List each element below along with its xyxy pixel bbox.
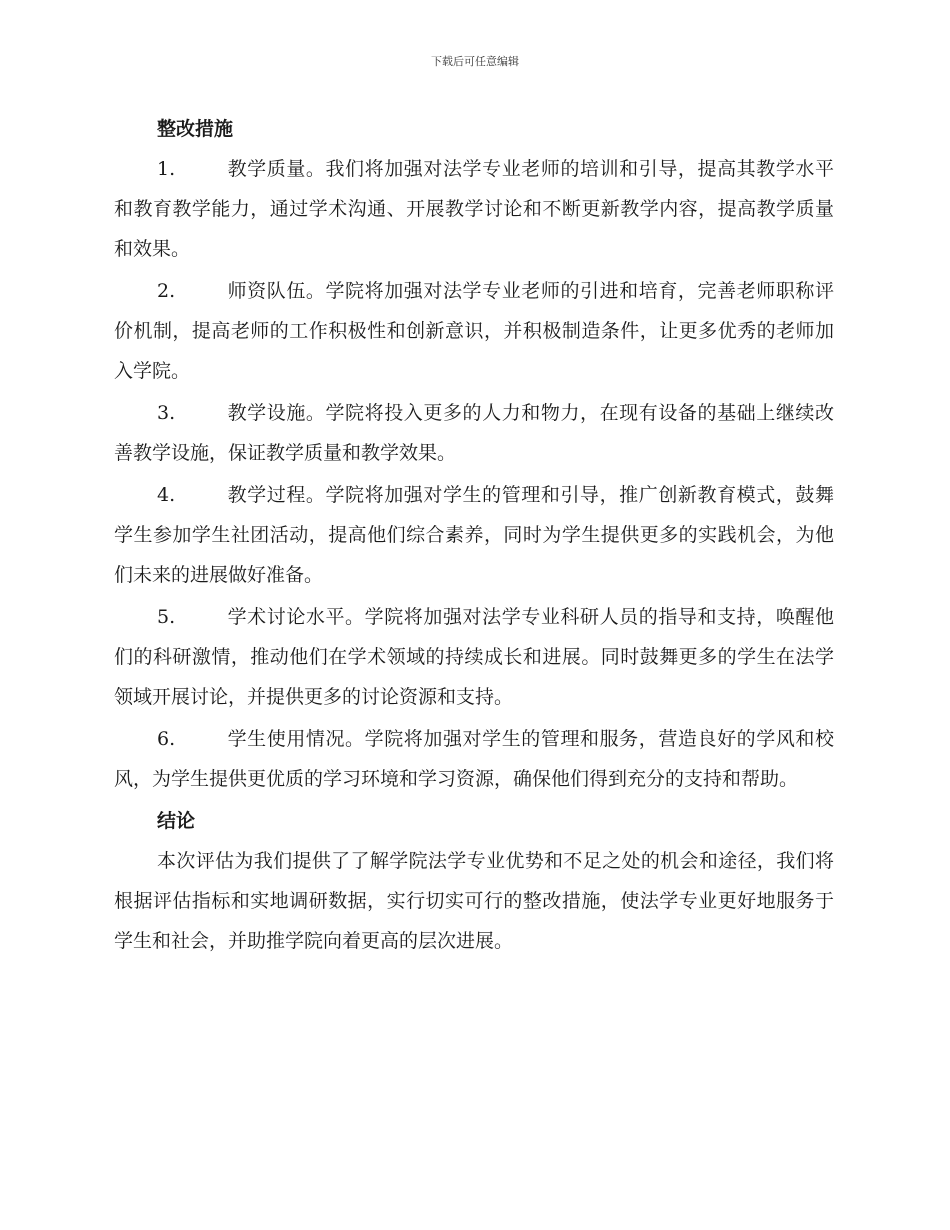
list-item-number: 3. <box>157 402 176 424</box>
conclusion-paragraph: 本次评估为我们提供了了解学院法学专业优势和不足之处的机会和途径，我们将根据评估指标和实地调研数据，实行切实可行的整改措施，使法学专业更好地服务于学生和社会，并助推学院向着更高的层次进展。 <box>114 850 834 952</box>
list-item-text: 教学过程。学院将加强对学生的管理和引导，推广创新教育模式，鼓舞学生参加学生社团活动，提高他们综合素养，同时为学生提供更多的实践机会，为他们未来的进展做好准备。 <box>114 484 834 586</box>
document-body <box>114 109 834 961</box>
list-item-4 <box>114 475 834 595</box>
list-item-2 <box>114 271 834 391</box>
list-item-1 <box>114 149 834 269</box>
list-item-text: 学生使用情况。学院将加强对学生的管理和服务，营造良好的学风和校风，为学生提供更优质的学习环境和学习资源，确保他们得到充分的支持和帮助。 <box>114 728 834 790</box>
list-item-number: 4. <box>157 484 176 506</box>
list-item-text: 学术讨论水平。学院将加强对法学专业科研人员的指导和支持，唤醒他们的科研激情，推动他们在学术领域的持续成长和进展。同时鼓舞更多的学生在法学领域开展讨论，并提供更多的讨论资源和支持。 <box>114 606 834 708</box>
page-header: 下载后可任意编辑 <box>431 55 519 68</box>
list-item-6 <box>114 719 834 799</box>
list-item-3 <box>114 393 834 473</box>
list-item-text: 教学质量。我们将加强对法学专业老师的培训和引导，提高其教学水平和教育教学能力，通过学术沟通、开展教学讨论和不断更新教学内容，提高教学质量和效果。 <box>114 158 834 260</box>
section-heading-conclusion: 结论 <box>157 810 196 832</box>
list-item-5 <box>114 597 834 717</box>
list-item-text: 师资队伍。学院将加强对法学专业老师的引进和培育，完善老师职称评价机制，提高老师的工作积极性和创新意识，并积极制造条件，让更多优秀的老师加入学院。 <box>114 280 834 382</box>
list-item-number: 2. <box>157 280 176 302</box>
list-item-number: 1. <box>157 158 176 180</box>
list-item-text: 教学设施。学院将投入更多的人力和物力，在现有设备的基础上继续改善教学设施，保证教学质量和教学效果。 <box>114 402 834 464</box>
list-item-number: 5. <box>157 606 176 628</box>
section-heading-measures: 整改措施 <box>157 118 234 140</box>
list-item-number: 6. <box>157 728 176 750</box>
